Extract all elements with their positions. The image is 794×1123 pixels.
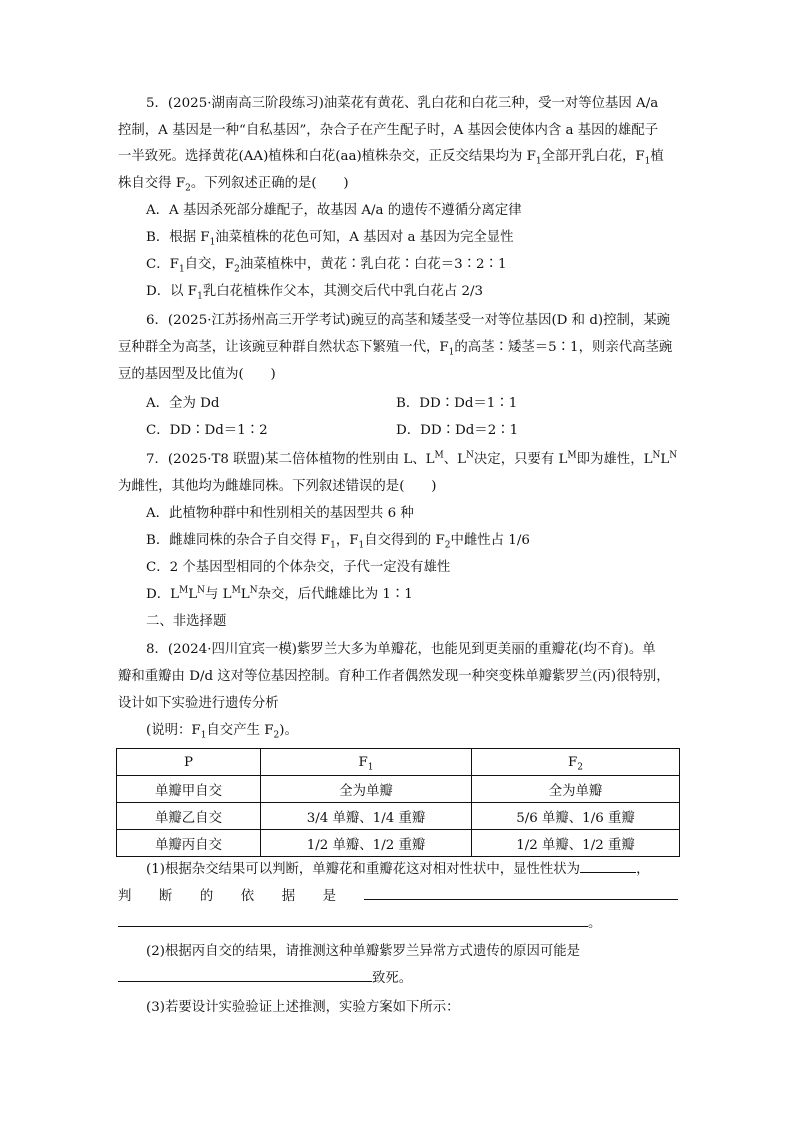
basis-char: 的: [199, 889, 214, 904]
table-cell: 单瓣丙自交: [117, 830, 261, 857]
q5-line-1: 5．(2025·湖南高三阶段练习)油菜花有黄花、乳白花和白花三种，受一对等位基因 A/a: [146, 96, 659, 111]
basis-char: 断: [158, 889, 173, 904]
q6-option-a: A．全为 Dd: [146, 396, 220, 411]
table-cell: 单瓣乙自交: [117, 803, 261, 830]
basis-char: 依: [240, 889, 255, 904]
q5-option-d: D．以 $F_1$乳白花植株作父本，其测交后代中乳白花占 2/3: [146, 284, 484, 302]
q8-part1-line-1: (1)根据杂交结果可以判断，单瓣花和重瓣花这对相对性状中，显性性状为 ，: [146, 862, 650, 877]
q6-option-d: D．DD∶Dd＝2∶1: [396, 423, 519, 438]
q7-line-2: 为雌性，其他均为雌雄同株。下列叙述错误的是( ): [118, 479, 437, 494]
q6-option-c: C．DD∶Dd＝1∶2: [146, 423, 268, 438]
q8-note: (说明：$F_1$自交产生 $F_2$)。: [146, 723, 298, 741]
table-cell: 全为单瓣: [261, 776, 472, 803]
table-row: [117, 803, 680, 830]
table-cell: 单瓣甲自交: [117, 776, 261, 803]
q8-part2-line-1: (2)根据丙自交的结果，请推测这种单瓣紫罗兰异常方式遗传的原因可能是: [146, 944, 581, 959]
q5-option-c: C．$F_1$自交，$F_2$油菜植株中，黄花∶乳白花∶白花＝3∶2∶1: [146, 257, 507, 275]
q8-line-1: 8．(2024·四川宜宾一模)紫罗兰大多为单瓣花，也能见到更美丽的重瓣花(均不育)。单: [146, 642, 656, 657]
section-heading: 二、非选择题: [146, 614, 227, 629]
q8-line-3: 设计如下实验进行遗传分析: [118, 696, 279, 711]
table-header-row: [117, 749, 680, 776]
table-cell: 1/2 单瓣、1/2 重瓣: [472, 830, 680, 857]
table-header-cell: P: [117, 749, 261, 776]
table-cell: 1/2 单瓣、1/2 重瓣: [261, 830, 472, 857]
table-row: [117, 830, 680, 857]
table-header-cell: $F_1$: [261, 749, 472, 776]
results-table: [116, 748, 680, 857]
answer-blank-basis-2[interactable]: [118, 914, 588, 927]
table-cell: 全为单瓣: [472, 776, 680, 803]
q7-option-c: C．2 个基因型相同的个体杂交，子代一定没有雄性: [146, 560, 451, 575]
q6-line-2: 豆种群全为高茎，让该豌豆种群自然状态下繁殖一代，$F_1$的高茎∶矮茎＝5∶1，则亲代高茎豌: [118, 340, 673, 358]
q6-line-1: 6．(2025·江苏扬州高三开学考试)豌豆的高茎和矮茎受一对等位基因(D 和 d)控制，某豌: [146, 313, 671, 328]
q8-part1-line-3: 。: [118, 914, 678, 934]
basis-char: 据: [281, 889, 296, 904]
answer-blank-lethal-cause[interactable]: [118, 969, 372, 982]
q7-line-1: 7．(2025·T8 联盟)某二倍体植物的性别由 L、$L^M$、$L^N$决定，只要有 $L^M$即为雄性，$L^NL^N$: [146, 450, 678, 467]
q5-line-4: 株自交得 $F_2$。下列叙述正确的是( ): [118, 176, 349, 194]
q5-option-a: A．A 基因杀死部分雄配子，故基因 A/a 的遗传不遵循分离定律: [146, 203, 522, 218]
answer-blank-dominant-trait[interactable]: [580, 860, 636, 873]
q6-option-b: B．DD∶Dd＝1∶1: [396, 396, 518, 411]
table-row: [117, 776, 680, 803]
table-cell: 3/4 单瓣、1/4 重瓣: [261, 803, 472, 830]
q7-option-a: A．此植物种群中和性别相关的基因型共 6 种: [146, 506, 414, 521]
table-header-cell: $F_2$: [472, 749, 680, 776]
q5-option-b: B．根据 $F_1$油菜植株的花色可知，A 基因对 a 基因为完全显性: [146, 230, 514, 248]
q7-option-b: B．雌雄同株的杂合子自交得 $F_1$，$F_1$自交得到的 $F_2$中雌性占 1/6: [146, 533, 530, 551]
basis-char: 是: [322, 889, 336, 904]
q5-line-3: 一半致死。选择黄花(AA)植株和白花(aa)植株杂交，正反交结果均为 $F_1$全部开乳白花，$F_1$植: [118, 149, 664, 167]
q8-line-2: 瓣和重瓣由 D/d 这对等位基因控制。育种工作者偶然发现一种突变株单瓣紫罗兰(丙)很特别，: [118, 669, 670, 684]
q8-part1-line-2: [118, 887, 678, 907]
q5-line-2: 控制，A 基因是一种“自私基因”，杂合子在产生配子时，A 基因会使体内含 a 基因的雄配子: [118, 123, 659, 138]
q8-part3-line-1: (3)若要设计实验验证上述推测，实验方案如下所示：: [146, 1000, 460, 1015]
q7-option-d: D．$L^ML^N$与 $L^ML^N$杂交，后代雌雄比为 1∶1: [146, 585, 413, 602]
table-cell: 5/6 单瓣、1/6 重瓣: [472, 803, 680, 830]
basis-char: 判: [118, 889, 132, 904]
answer-blank-basis-1[interactable]: [364, 887, 678, 900]
q6-line-3: 豆的基因型及比值为( ): [118, 367, 276, 382]
q8-part2-line-2: 致死。: [118, 969, 678, 989]
